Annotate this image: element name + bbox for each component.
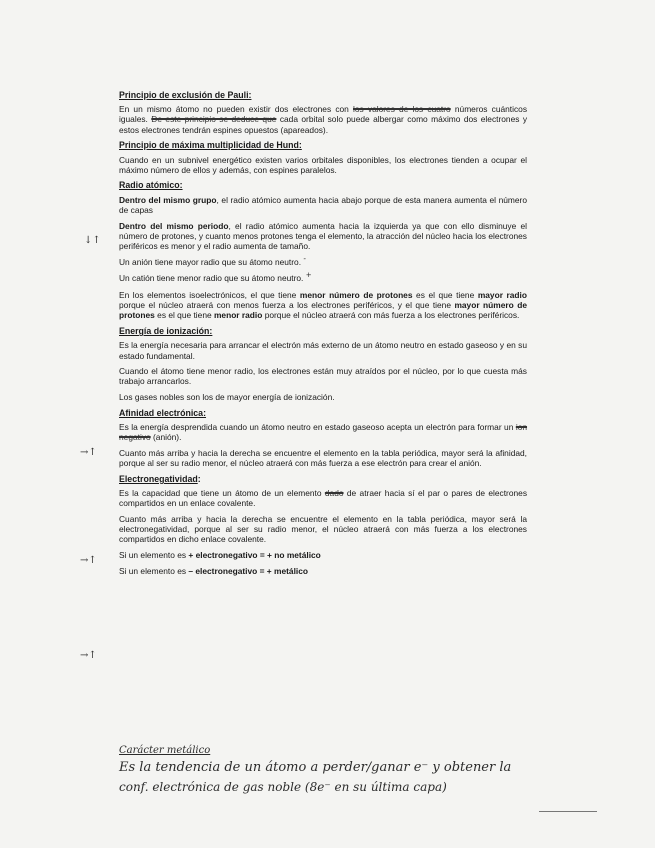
hund-text: Cuando en un subnivel energético existen varios orbitales disponibles, los electrones tienden a ocupar el máximo número de ellos y además, con espines paralelos. <box>119 154 527 175</box>
section-electronegatividad <box>119 474 527 576</box>
handwritten-mark: + <box>305 271 312 280</box>
bottom-divider <box>539 811 597 812</box>
radio-cation: Un catión tiene menor radio que su átomo neutro. + <box>119 271 312 284</box>
margin-arrow-note: →↑ <box>80 555 97 566</box>
afinidad-def: Es la energía desprendida cuando un átomo neutro en estado gaseoso acepta un electrón para formar un ion negativo (anión). <box>119 422 528 443</box>
radio-isoelectronicos: En los elementos isoelectrónicos, el que tiene menor número de protones es el que tiene mayor radio porque el núcleo atraerá con menos fuerza a los electrones periféricos, y el que tiene mayor número de protones es el que tiene menor radio porque el núcleo atraerá con más fuerza a los electrones periféricos. <box>119 290 527 321</box>
margin-arrow-note: ↓↑ <box>84 235 101 246</box>
electroneg-tabla: Cuanto más arriba y hacia la derecha se encuentre el elemento en la tabla periódica, mayor será la electronegatividad, porque al ser su radio menor, el núcleo atraerá con más fuerza a los electrones compartidos en dicho enlace covalente. <box>119 514 527 545</box>
ionizacion-def: Es la energía necesaria para arrancar el electrón más externo de un átomo neutro en estado gaseoso y en su estado fundamental. <box>119 340 527 361</box>
ionizacion-gases: Los gases nobles son los de mayor energía de ionización. <box>119 392 335 403</box>
radio-grupo: Dentro del mismo grupo, el radio atómico aumenta hacia abajo porque de esta manera aumenta el número de capas <box>119 194 527 215</box>
section-afinidad <box>119 408 527 469</box>
section-hund <box>119 140 527 175</box>
notes-body <box>119 90 527 582</box>
section-ionizacion <box>119 326 527 402</box>
radio-title: Radio atómico: <box>119 180 183 191</box>
afinidad-title: Afinidad electrónica: <box>119 407 207 418</box>
electroneg-def: Es la capacidad que tiene un átomo de un elemento dado de atraer hacia sí el par o pares de electrones compartidos en un enlace covalente. <box>119 488 528 509</box>
afinidad-tabla: Cuanto más arriba y hacia la derecha se encuentre el elemento en la tabla periódica, mayor será la afinidad, porque al ser su radio menor, el núcleo atraerá con más fuerza a ese electrón para crear el anión. <box>119 447 527 469</box>
electroneg-title: Electronegatividad: <box>119 473 201 484</box>
handwritten-line-1: Es la tendencia de un átomo a perder/ganar e⁻ y obtener la <box>119 760 512 775</box>
hund-title: Principio de máxima multiplicidad de Hund: <box>119 140 302 151</box>
strike-text: ion negativo <box>119 422 528 443</box>
ionizacion-radio: Cuando el átomo tiene menor radio, los electrones están muy atraídos por el núcleo, por lo que cuesta más trabajo arrancarlos. <box>119 366 527 387</box>
radio-periodo: Dentro del mismo periodo, el radio atómico aumenta hacia la izquierda ya que con ello disminuye el número de protones, y cuanto menos protones tenga el elemento, la atracción del núcleo hacia los electrones periféricos es menor y el radio aumenta de tamaño. <box>119 220 527 251</box>
strike-text: dado <box>324 488 344 499</box>
handwritten-mark: - <box>303 254 306 263</box>
pauli-title: Principio de exclusión de Pauli: <box>119 90 252 100</box>
section-pauli <box>119 90 527 135</box>
pauli-text: En un mismo átomo no pueden existir dos electrones con los valores de los cuatro números cuánticos iguales. De este principio se deduce que cada orbital solo puede albergar como máximo dos electrones y estos electrones tendrán espines opuestos (apareados). <box>119 104 528 135</box>
radio-anion: Un anión tiene mayor radio que su átomo neutro. - <box>119 254 306 267</box>
handwritten-title: Carácter metálico <box>119 745 211 756</box>
strike-text: De este principio se deduce que <box>151 114 277 125</box>
margin-arrow-note: →↑ <box>80 447 97 458</box>
ionizacion-title: Energía de ionización: <box>119 326 213 337</box>
section-radio <box>119 180 527 320</box>
handwritten-line-2: conf. electrónica de gas noble (8e⁻ en su última capa) <box>119 780 447 794</box>
electroneg-metalico: Si un elemento es – electronegativo = + metálico <box>119 565 309 576</box>
strike-text: los valores de los cuatro <box>353 104 451 115</box>
margin-arrow-note: →↑ <box>80 650 97 661</box>
electroneg-nometalico: Si un elemento es + electronegativo = + no metálico <box>119 550 321 561</box>
